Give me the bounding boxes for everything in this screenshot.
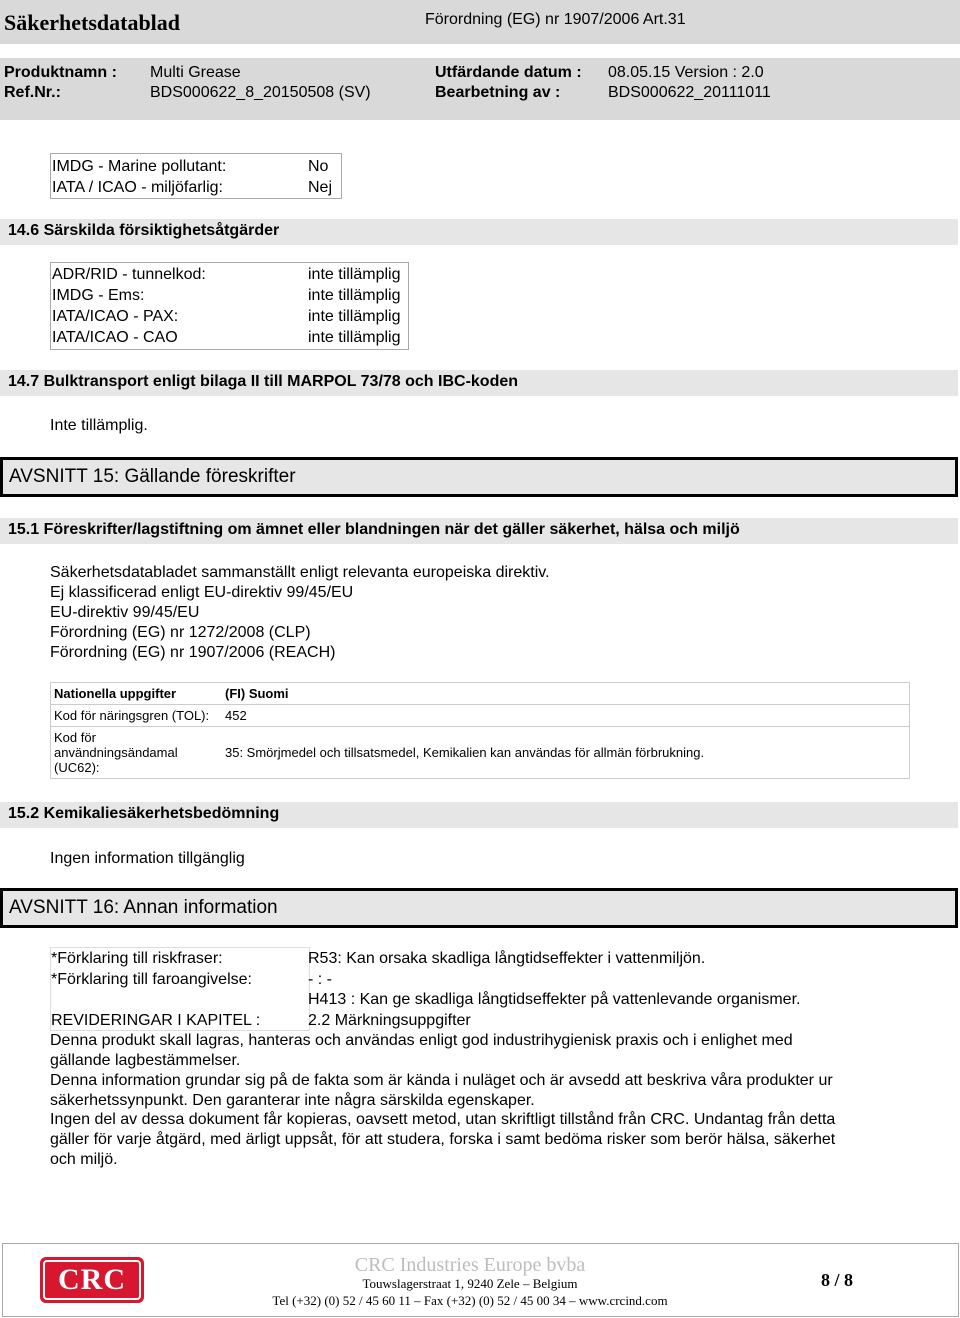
ref-label: Ref.Nr.:	[4, 84, 61, 101]
paragraph-copyright	[50, 1110, 835, 1170]
hazard-statements-value: - : -	[308, 971, 332, 988]
paragraph-line: gäller för varje åtgärd, med ärligt uppsåt, för att studera, forska i samt bedöma risker som berör hälsa, säkerhet	[50, 1131, 836, 1148]
pollutant-value: No	[308, 158, 329, 175]
uc-label-line: Kod för	[54, 730, 96, 745]
pollutant-value: Nej	[308, 179, 333, 196]
national-head-value: (FI) Suomi	[222, 683, 910, 705]
section-15-2-heading: 15.2 Kemikaliesäkerhetsbedömning	[8, 805, 280, 822]
precaution-value: inte tillämplig	[308, 308, 401, 325]
table-row	[51, 683, 910, 705]
document-title: Säkerhetsdatablad	[4, 10, 181, 35]
page-number: 8 / 8	[820, 1270, 853, 1290]
uc-label	[51, 727, 223, 779]
precaution-value: inte tillämplig	[308, 329, 401, 346]
avsnitt-16-box	[0, 888, 958, 928]
issue-date-label: Utfärdande datum :	[435, 64, 582, 81]
section-15-2-text: Ingen information tillgänglig	[50, 850, 245, 867]
product-label: Produktnamn :	[4, 64, 117, 81]
paragraph-line: säkerhetssynpunkt. Den garanterar inte några särskilda egenskaper.	[50, 1092, 535, 1109]
regulation-reference: Förordning (EG) nr 1907/2006 Art.31	[425, 11, 686, 28]
paragraph-line: Denna information grundar sig på de fakta som är kända i nuläget och är avsedd att beskriva våra produkter ur	[50, 1072, 833, 1089]
paragraph-line: gällande lagbestämmelser.	[50, 1052, 241, 1069]
tol-label: Kod för näringsgren (TOL):	[51, 705, 223, 727]
revisions-label: REVIDERINGAR I KAPITEL :	[51, 1012, 261, 1029]
precaution-value: inte tillämplig	[308, 287, 401, 304]
precaution-label: IMDG - Ems:	[52, 287, 145, 304]
regulation-line: Förordning (EG) nr 1907/2006 (REACH)	[50, 644, 336, 661]
pollutant-label: IMDG - Marine pollutant:	[52, 158, 227, 175]
tol-value: 452	[222, 705, 910, 727]
issue-date-value: 08.05.15 Version : 2.0	[608, 64, 764, 81]
product-value: Multi Grease	[150, 64, 241, 81]
precaution-label: ADR/RID - tunnelkod:	[52, 266, 206, 283]
section-14-7-text: Inte tillämplig.	[50, 417, 148, 434]
paragraph-line: Ingen del av dessa dokument får kopieras, oavsett metod, utan skriftligt tillstånd från CRC. Undantag från detta	[50, 1111, 836, 1128]
hazard-statements-value: H413 : Kan ge skadliga långtidseffekter på vattenlevande organismer.	[308, 991, 801, 1008]
crc-logo-text: CRC	[43, 1260, 141, 1300]
revisions-value: 2.2 Märkningsuppgifter	[308, 1012, 471, 1029]
precaution-value: inte tillämplig	[308, 266, 401, 283]
avsnitt-15-box	[0, 457, 958, 497]
section-14-6-heading: 14.6 Särskilda försiktighetsåtgärder	[8, 222, 280, 239]
uc-label-line: användningsändamal	[54, 745, 178, 760]
company-address: Touwslagerstraat 1, 9240 Zele – Belgium	[362, 1276, 578, 1291]
paragraph-line: Denna produkt skall lagras, hanteras och användas enligt god industrihygienisk praxis och i enlighet med	[50, 1032, 793, 1049]
section-15-1-heading: 15.1 Föreskrifter/lagstiftning om ämnet eller blandningen när det gäller säkerhet, hälsa och miljö	[8, 521, 740, 538]
table-row	[51, 705, 910, 727]
paragraph-storage	[50, 1031, 793, 1071]
national-head-label: Nationella uppgifter	[51, 683, 223, 705]
avsnitt-16-heading: AVSNITT 16: Annan information	[9, 897, 278, 918]
precaution-label: IATA/ICAO - PAX:	[52, 308, 179, 325]
uc-value: 35: Smörjmedel och tillsatsmedel, Kemikalien kan användas för allmän förbrukning.	[222, 727, 910, 779]
pollutant-label: IATA / ICAO - miljöfarlig:	[52, 179, 223, 196]
paragraph-information	[50, 1071, 833, 1111]
risk-phrases-value: R53: Kan orsaka skadliga långtidseffekter i vattenmiljön.	[308, 950, 706, 967]
precaution-label: IATA/ICAO - CAO	[52, 329, 178, 346]
ref-value: BDS000622_8_20150508 (SV)	[150, 84, 371, 101]
regulation-line: EU-direktiv 99/45/EU	[50, 604, 200, 621]
avsnitt-15-heading: AVSNITT 15: Gällande föreskrifter	[9, 466, 296, 487]
paragraph-line: och miljö.	[50, 1151, 118, 1168]
company-contact: Tel (+32) (0) 52 / 45 60 11 – Fax (+32) (0) 52 / 45 00 34 – www.crcind.com	[272, 1293, 668, 1308]
regulation-line: Säkerhetsdatabladet sammanställt enligt relevanta europeiska direktiv.	[50, 564, 550, 581]
regulation-line: Ej klassificerad enligt EU-direktiv 99/45/EU	[50, 584, 354, 601]
edit-label: Bearbetning av :	[435, 84, 561, 101]
uc-label-line: (UC62):	[54, 760, 100, 775]
hazard-statements-label: *Förklaring till faroangivelse:	[51, 971, 252, 988]
table-row	[51, 727, 910, 779]
risk-phrases-label: *Förklaring till riskfraser:	[51, 950, 223, 967]
section-14-7-heading: 14.7 Bulktransport enligt bilaga II till MARPOL 73/78 och IBC-koden	[8, 373, 519, 390]
national-info-table	[50, 682, 910, 779]
crc-logo	[40, 1257, 144, 1303]
edit-value: BDS000622_20111011	[608, 84, 771, 101]
company-name: CRC Industries Europe bvba	[354, 1254, 586, 1276]
regulation-line: Förordning (EG) nr 1272/2008 (CLP)	[50, 624, 311, 641]
